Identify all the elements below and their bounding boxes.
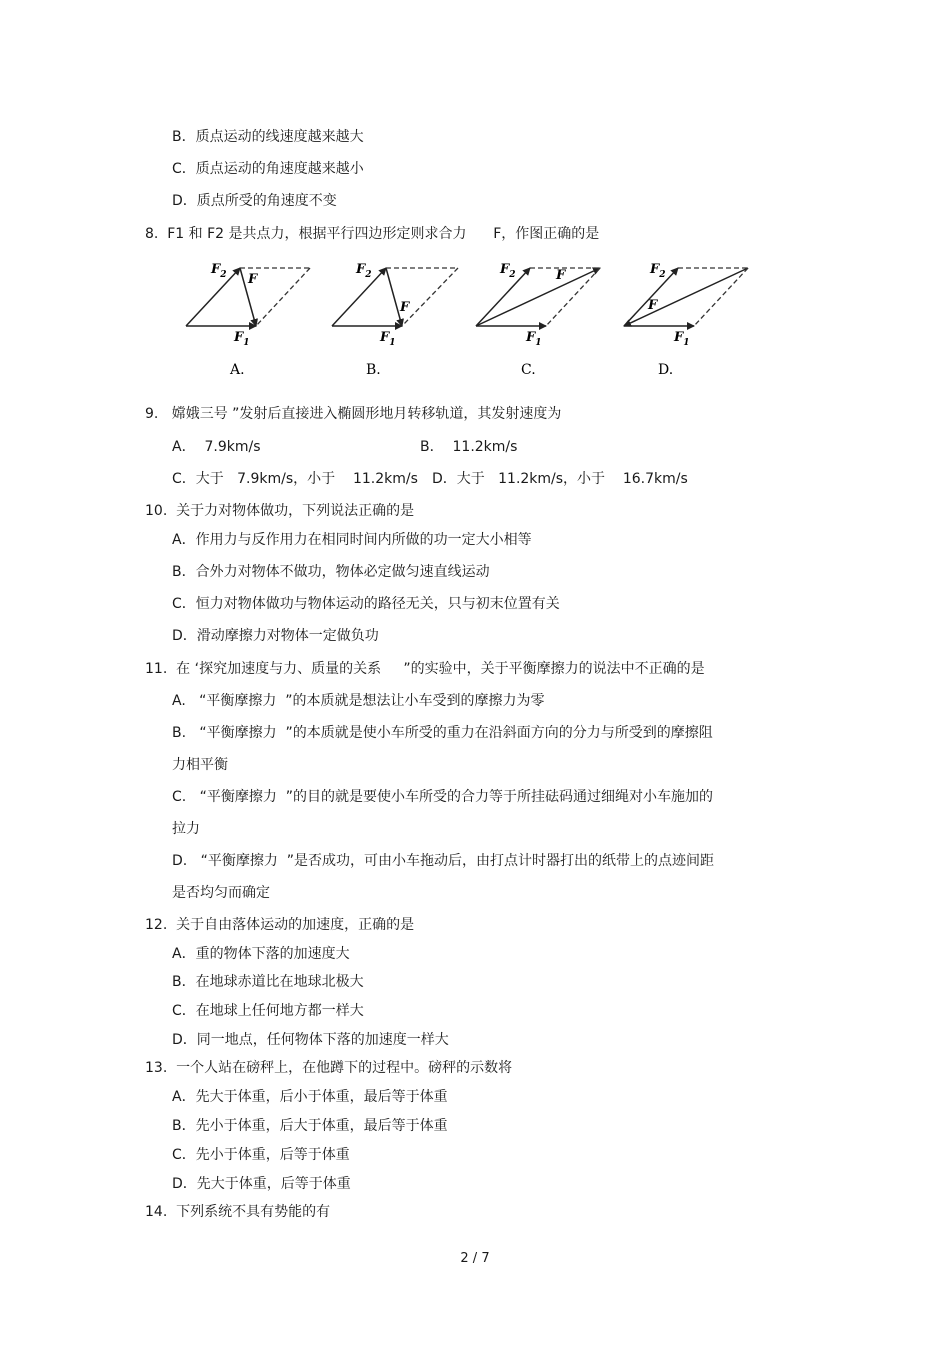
svg-text:F1: $F_1$ xyxy=(380,330,396,348)
svg-text:F2: $F_2$ xyxy=(356,262,372,280)
svg-text:F1: $F_1$ xyxy=(526,330,542,348)
svg-text:F2: $F_2$ xyxy=(650,262,666,280)
q14-stem: 14. 下列系统不具有势能的有 xyxy=(145,1204,331,1220)
q10-option-d: D．滑动摩擦力对物体一定做负功 xyxy=(172,628,379,644)
q13-option-b: B．先小于体重，后大于体重，最后等于体重 xyxy=(172,1118,448,1134)
q12-option-c: C．在地球上任何地方都一样大 xyxy=(172,1003,364,1019)
q13-stem: 13. 一个人站在磅秤上，在他蹲下的过程中。磅秤的示数将 xyxy=(145,1060,513,1076)
svg-text:F1: $F_1$ xyxy=(234,330,250,348)
svg-text:B.: B. xyxy=(366,362,381,378)
diagram-d xyxy=(624,262,748,378)
q13-option-d: D．先大于体重，后等于体重 xyxy=(172,1176,351,1192)
q9-option-d: D．大于 11.2km/s，小于 16.7km/s xyxy=(432,471,688,487)
svg-text:F2: $F_2$ xyxy=(500,262,516,280)
q11-option-c-line2: 拉力 xyxy=(172,821,200,837)
q11-option-b-line1: B. “平衡摩擦力 ”的本质就是使小车所受的重力在沿斜面方向的分力与所受到的摩擦阻 xyxy=(172,725,713,741)
q10-option-c: C．恒力对物体做功与物体运动的路径无关，只与初末位置有关 xyxy=(172,596,560,612)
q12-option-a: A．重的物体下落的加速度大 xyxy=(172,946,350,962)
q10-stem: 10. 关于力对物体做功，下列说法正确的是 xyxy=(145,503,415,519)
diagram-c xyxy=(476,262,600,378)
svg-text:F: F xyxy=(400,300,410,315)
diagram-a xyxy=(186,262,310,378)
parallelogram-diagrams xyxy=(178,255,768,385)
q11-option-d-line2: 是否均匀而确定 xyxy=(172,885,270,901)
svg-text:F2: $F_2$ xyxy=(211,262,227,280)
q12-stem: 12. 关于自由落体运动的加速度，正确的是 xyxy=(145,917,415,933)
q9-option-b: B． 11.2km/s xyxy=(420,439,518,455)
q13-option-a: A．先大于体重，后小于体重，最后等于体重 xyxy=(172,1089,448,1105)
q10-option-a: A．作用力与反作用力在相同时间内所做的功一定大小相等 xyxy=(172,532,532,548)
svg-text:C.: C. xyxy=(521,362,536,378)
q11-option-b-line2: 力相平衡 xyxy=(172,757,228,773)
q9-stem: 9. 嫦娥三号 ”发射后直接进入椭圆形地月转移轨道，其发射速度为 xyxy=(145,406,562,422)
q8-stem: 8. F1 和 F2 是共点力，根据平行四边形定则求合力 F，作图正确的是 xyxy=(145,226,600,242)
page-number: 2 / 7 xyxy=(460,1251,490,1266)
q12-option-d: D．同一地点，任何物体下落的加速度一样大 xyxy=(172,1032,449,1048)
q11-option-d-line1: D. “平衡摩擦力 ”是否成功，可由小车拖动后，由打点计时器打出的纸带上的点迹间距 xyxy=(172,853,714,869)
q13-option-c: C．先小于体重，后等于体重 xyxy=(172,1147,350,1163)
q7-option-b: B．质点运动的线速度越来越大 xyxy=(172,129,364,145)
q12-option-b: B．在地球赤道比在地球北极大 xyxy=(172,974,364,990)
q7-option-d: D．质点所受的角速度不变 xyxy=(172,193,337,209)
svg-text:D.: D. xyxy=(658,362,674,378)
q11-option-c-line1: C. “平衡摩擦力 ”的目的就是要使小车所受的合力等于所挂砝码通过细绳对小车施加的 xyxy=(172,789,713,805)
q10-option-b: B．合外力对物体不做功，物体必定做匀速直线运动 xyxy=(172,564,490,580)
q11-option-a: A. “平衡摩擦力 ”的本质就是想法让小车受到的摩擦力为零 xyxy=(172,693,545,709)
diagram-b xyxy=(332,262,458,378)
q8-figure xyxy=(178,255,768,385)
q9-option-a: A． 7.9km/s xyxy=(172,439,261,455)
svg-text:F: F xyxy=(556,268,566,283)
q9-option-c: C．大于 7.9km/s，小于 11.2km/s xyxy=(172,471,418,487)
svg-text:F: F xyxy=(248,272,258,287)
svg-text:F: F xyxy=(648,298,658,313)
svg-text:A.: A. xyxy=(230,362,245,378)
q7-option-c: C．质点运动的角速度越来越小 xyxy=(172,161,364,177)
q11-stem: 11. 在 ‘探究加速度与力、质量的关系 ”的实验中，关于平衡摩擦力的说法中不正确的是 xyxy=(145,661,705,677)
svg-text:F1: $F_1$ xyxy=(674,330,690,348)
